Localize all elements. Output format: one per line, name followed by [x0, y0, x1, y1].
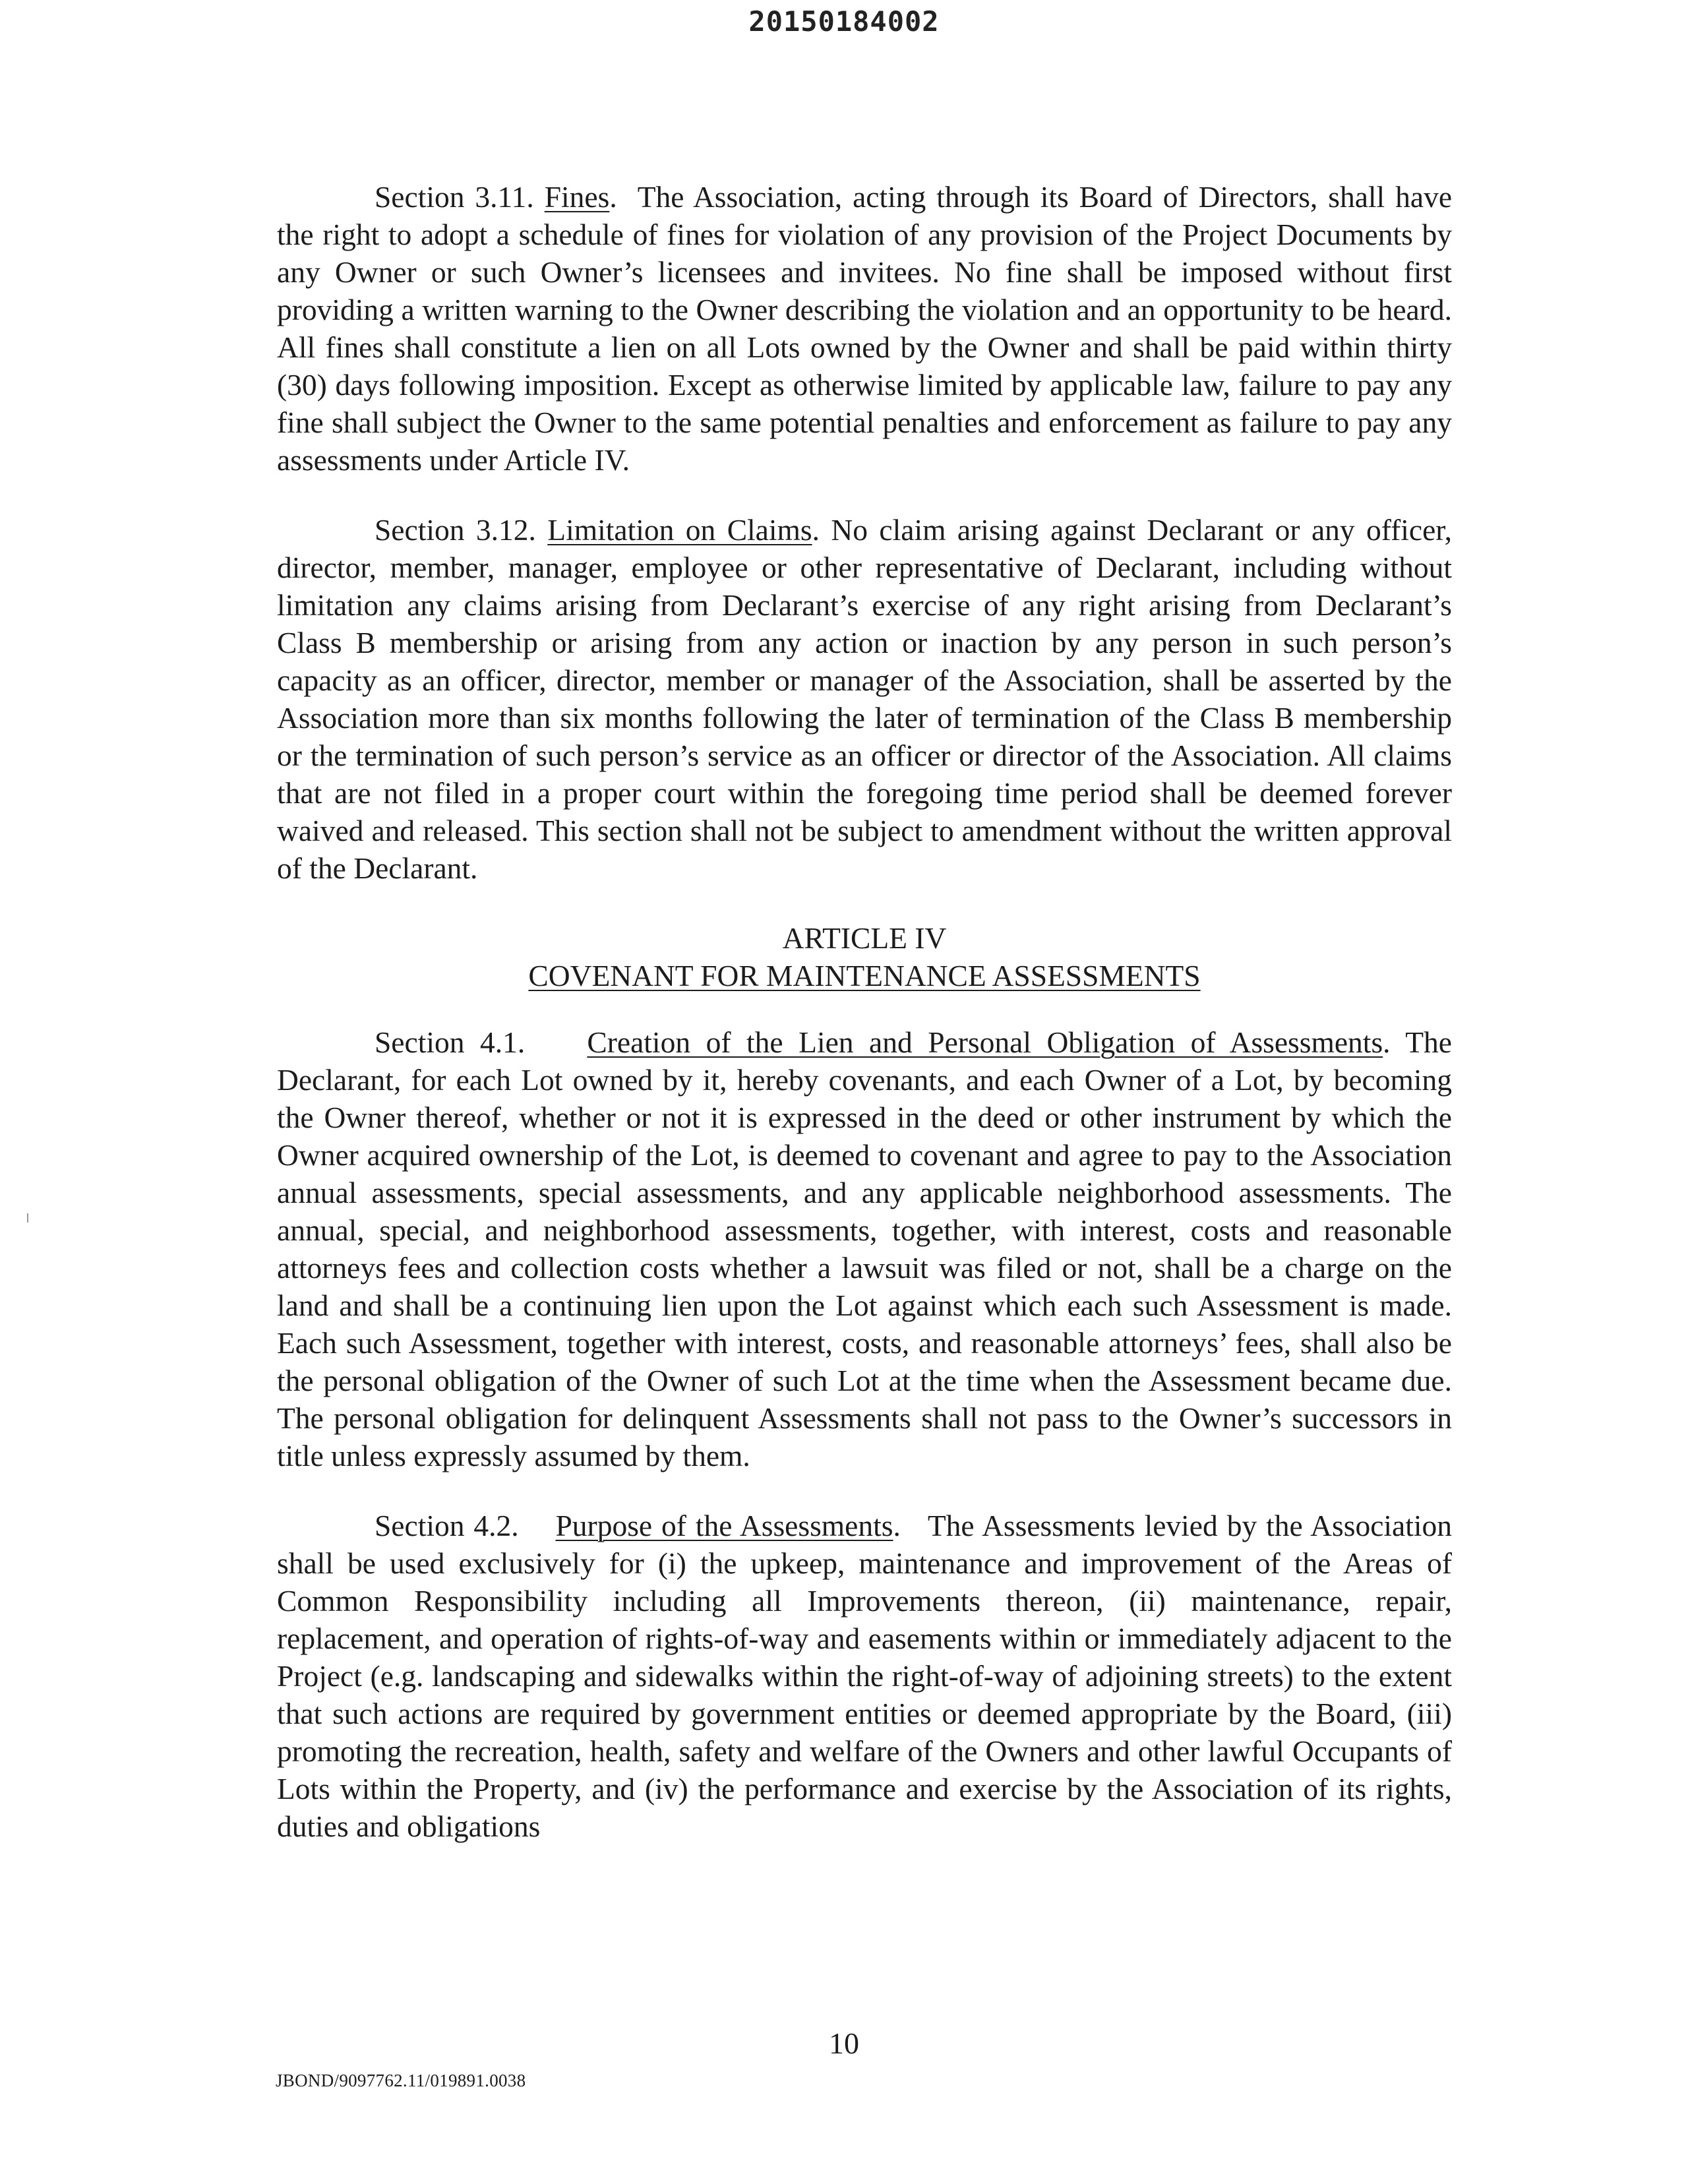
- section-title: Fines: [544, 180, 610, 214]
- margin-mark: [27, 1213, 28, 1223]
- section-number: Section 4.1.: [375, 1025, 526, 1059]
- document-number: 20150184002: [748, 5, 940, 38]
- section-4-2: Section 4.2. Purpose of the Assessments. The Assessments levied by the Association shall be used exclusively for (i) the upkeep, maintenance and improvement of the Areas of Common Responsibility including all Improvements thereon, (ii) maintenance, repair, replacement, and operation of rights-of-way and easements within or immediately adjacent to the Project (e.g. landscaping and sidewalks within the right-of-way of adjoining streets) to the extent that such actions are required by government entities or deemed appropriate by the Board, (iii) promoting the recreation, health, safety and welfare of the Owners and other lawful Occupants of Lots within the Property, and (iv) the performance and exercise by the Association of its rights, duties and obligations: [277, 1509, 1453, 1843]
- article-title: COVENANT FOR MAINTENANCE ASSESSMENTS: [528, 959, 1201, 992]
- section-body: No claim arising against Declarant or any officer, director, member, manager, employee or other representative of Declarant, including without limitation any claims arising from Declarant’s exercise of any right arising from Declarant’s Class B membership or arising from any action or inaction by any person in such person’s capacity as an officer, director, member or manager of the Association, shall be asserted by the Association more than six months following the later of termination of the Class B membership or the termination of such person’s service as an officer or director of the Association. All claims that are not filed in a proper court within the foregoing time period shall be deemed forever waived and released. This section shall not be subject to amendment without the written approval of the Declarant.: [277, 513, 1453, 885]
- section-title: Creation of the Lien and Personal Obligation of Assessments: [587, 1025, 1383, 1059]
- section-number: Section 3.12.: [375, 513, 536, 547]
- article-number: ARTICLE IV: [782, 921, 947, 955]
- section-body: The Declarant, for each Lot owned by it, hereby covenants, and each Owner of a Lot, by becoming the Owner thereof, whether or not it is expressed in the deed or other instrument by which the Owner acquired ownership of the Lot, is deemed to covenant and agree to pay to the Association annual assessments, special assessments, and any applicable neighborhood assessments. The annual, special, and neighborhood assessments, together, with interest, costs and reasonable attorneys fees and collection costs whether a lawsuit was filed or not, shall be a charge on the land and shall be a continuing lien upon the Lot against which each such Assessment is made. Each such Assessment, together with interest, costs, and reasonable attorneys’ fees, shall also be the personal obligation of the Owner of such Lot at the time when the Assessment became due. The personal obligation for delinquent Assessments shall not pass to the Owner’s successors in title unless expressly assumed by them.: [277, 1025, 1452, 1472]
- article-heading: [277, 919, 1452, 994]
- page-number: 10: [829, 2026, 859, 2060]
- document-body: [277, 178, 1452, 1877]
- footer-reference: JBOND/9097762.11/019891.0038: [276, 2071, 526, 2090]
- section-number: Section 3.11.: [375, 180, 534, 214]
- section-3-11: Section 3.11. Fines. The Association, acting through its Board of Directors, shall have the right to adopt a schedule of fines for violation of any provision of the Project Documents by any Owner or such Owner’s licensees and invitees. No fine shall be imposed without first providing a written warning to the Owner describing the violation and an opportunity to be heard. All fines shall constitute a lien on all Lots owned by the Owner and shall be paid within thirty (30) days following imposition. Except as otherwise limited by applicable law, failure to pay any fine shall subject the Owner to the same potential penalties and enforcement as failure to pay any assessments under Article IV.: [277, 180, 1453, 477]
- section-body: The Association, acting through its Board of Directors, shall have the right to adopt a schedule of fines for violation of any provision of the Project Documents by any Owner or such Owner’s licensees and invitees. No fine shall be imposed without first providing a written warning to the Owner describing the violation and an opportunity to be heard. All fines shall constitute a lien on all Lots owned by the Owner and shall be paid within thirty (30) days following imposition. Except as otherwise limited by applicable law, failure to pay any fine shall subject the Owner to the same potential penalties and enforcement as failure to pay any assessments under Article IV.: [277, 180, 1453, 477]
- section-title: Limitation on Claims: [547, 513, 812, 547]
- section-3-12: Section 3.12. Limitation on Claims. No claim arising against Declarant or any officer, director, member, manager, employee or other representative of Declarant, including without limitation any claims arising from Declarant’s exercise of any right arising from Declarant’s Class B membership or arising from any action or inaction by any person in such person’s capacity as an officer, director, member or manager of the Association, shall be asserted by the Association more than six months following the later of termination of the Class B membership or the termination of such person’s service as an officer or director of the Association. All claims that are not filed in a proper court within the foregoing time period shall be deemed forever waived and released. This section shall not be subject to amendment without the written approval of the Declarant.: [277, 513, 1453, 885]
- section-title: Purpose of the Assessments: [555, 1509, 893, 1542]
- section-body: The Assessments levied by the Association shall be used exclusively for (i) the upkeep, maintenance and improvement of the Areas of Common Responsibility including all Improvements thereon, (ii) maintenance, repair, replacement, and operation of rights-of-way and easements within or immediately adjacent to the Project (e.g. landscaping and sidewalks within the right-of-way of adjoining streets) to the extent that such actions are required by government entities or deemed appropriate by the Board, (iii) promoting the recreation, health, safety and welfare of the Owners and other lawful Occupants of Lots within the Property, and (iv) the performance and exercise by the Association of its rights, duties and obligations: [277, 1509, 1453, 1843]
- section-4-1: Section 4.1. Creation of the Lien and Personal Obligation of Assessments. The Declarant, for each Lot owned by it, hereby covenants, and each Owner of a Lot, by becoming the Owner thereof, whether or not it is expressed in the deed or other instrument by which the Owner acquired ownership of the Lot, is deemed to covenant and agree to pay to the Association annual assessments, special assessments, and any applicable neighborhood assessments. The annual, special, and neighborhood assessments, together, with interest, costs and reasonable attorneys fees and collection costs whether a lawsuit was filed or not, shall be a charge on the land and shall be a continuing lien upon the Lot against which each such Assessment is made. Each such Assessment, together with interest, costs, and reasonable attorneys’ fees, shall also be the personal obligation of the Owner of such Lot at the time when the Assessment became due. The personal obligation for delinquent Assessments shall not pass to the Owner’s successors in title unless expressly assumed by them.: [277, 1025, 1452, 1472]
- section-number: Section 4.2.: [375, 1509, 519, 1542]
